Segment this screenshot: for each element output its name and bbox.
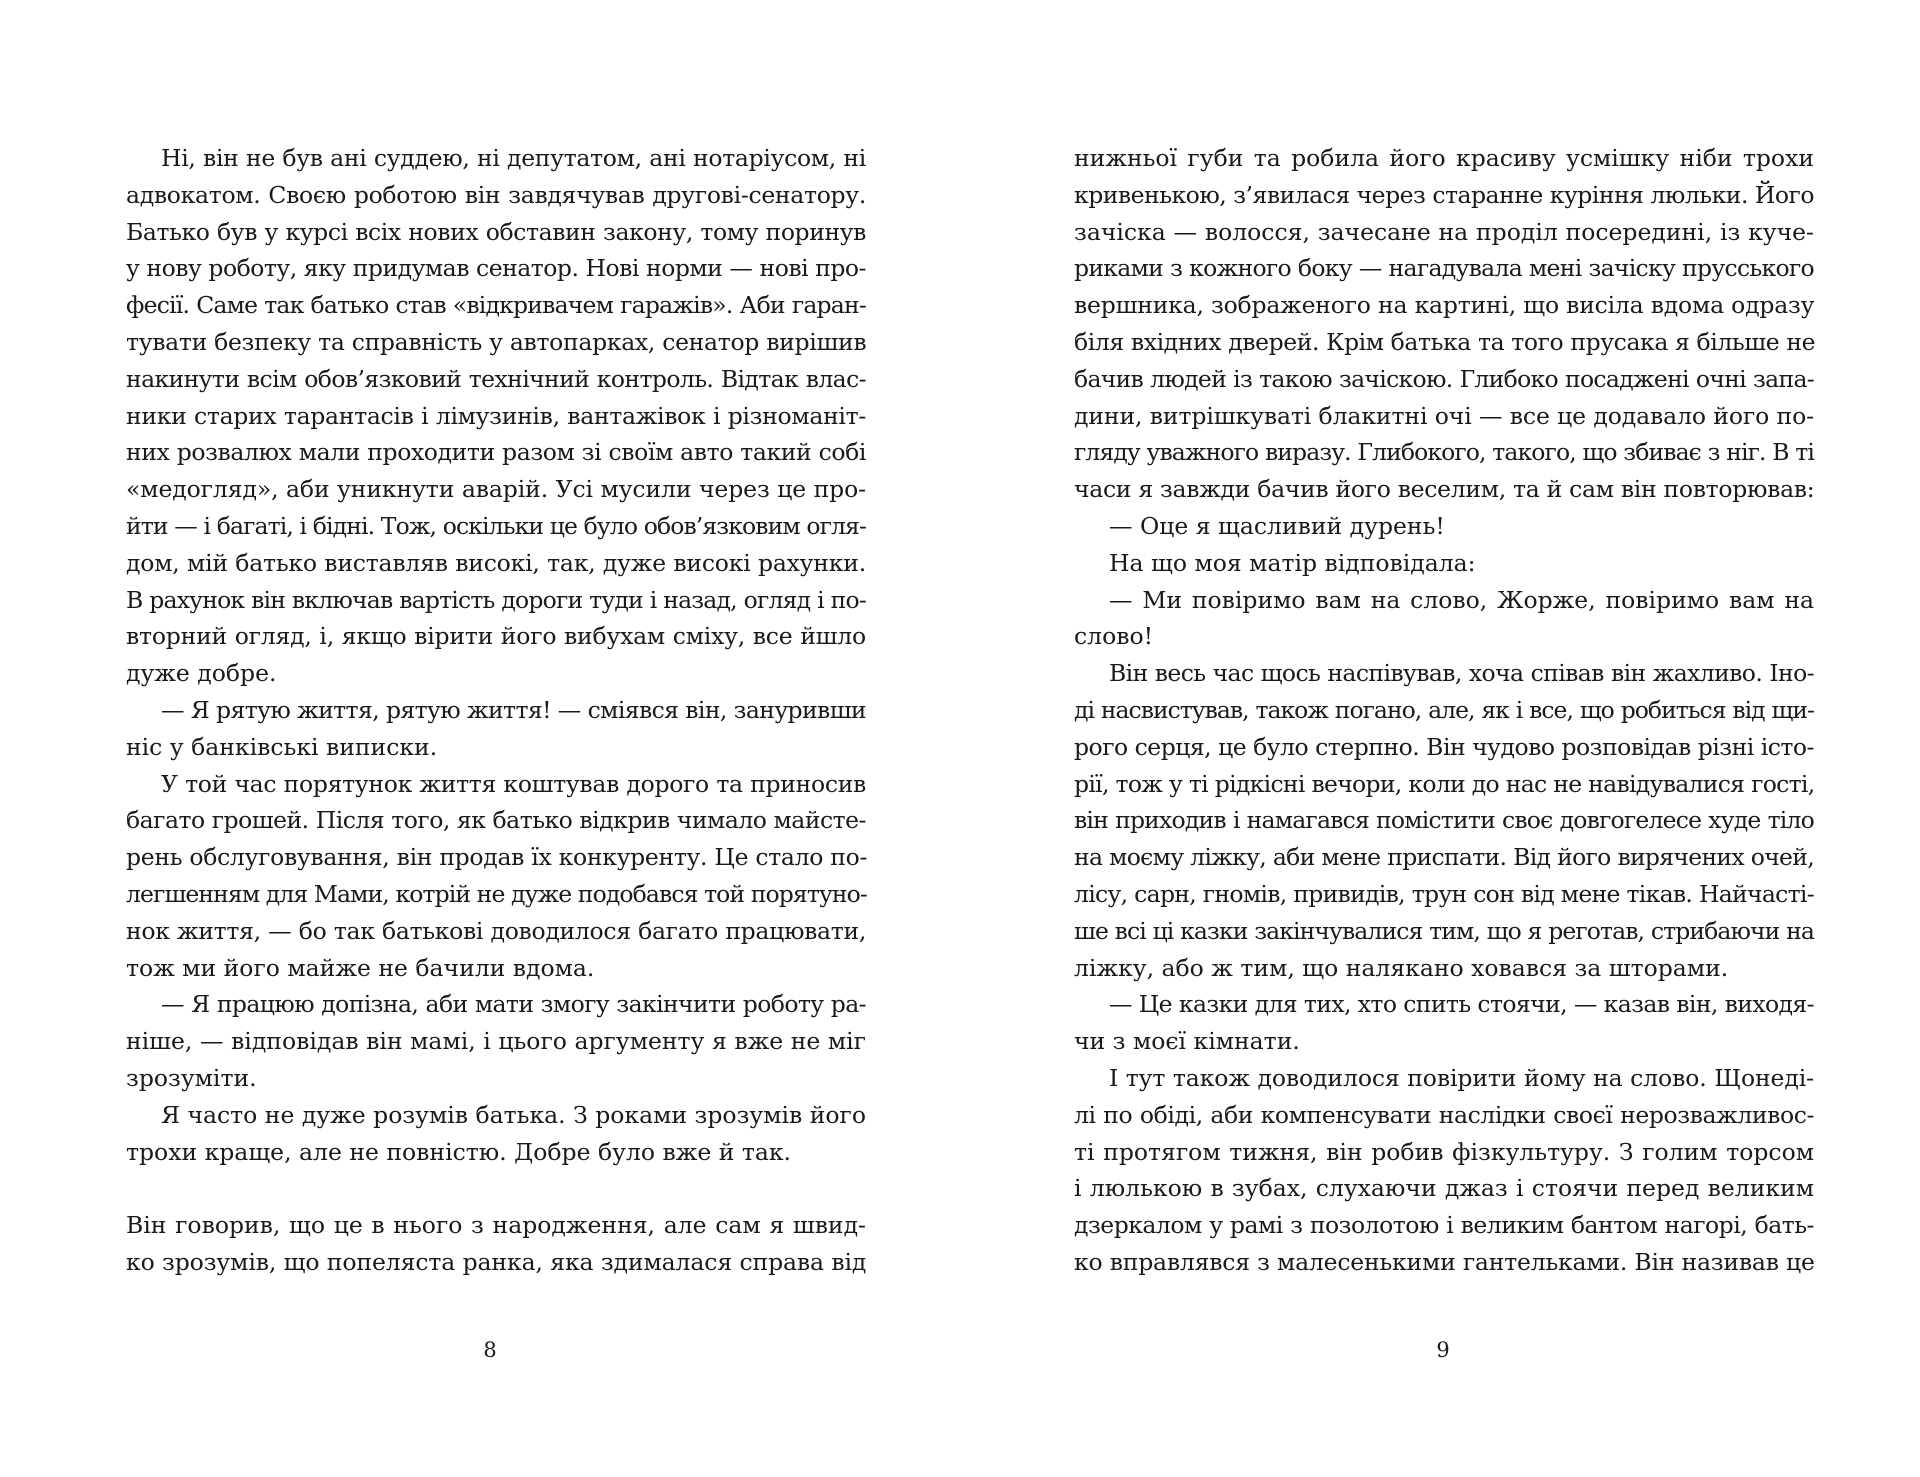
section-break (126, 1170, 866, 1207)
text-line: Він весь час щось наспівував, хоча співав він жахливо. Іно- (1109, 659, 1814, 688)
text-line: рого серця, це було стерпно. Він чудово розповідав різні істо- (1074, 732, 1814, 761)
text-line: рень обслуговування, він продав їх конкуренту. Це стало по- (126, 843, 868, 872)
text-line: В рахунок він включав вартість дороги туди і назад, огляд і по- (126, 585, 866, 614)
text-line: трохи краще, але не повністю. Добре було вже й так. (126, 1137, 792, 1166)
text-line: — Я працюю допізна, аби мати змогу закінчити роботу ра- (161, 990, 866, 1019)
text-line: адвокатом. Своєю роботою він завдячував другові-сенатору. (126, 180, 866, 209)
text-line: багато грошей. Після того, як батько відкрив чимало майсте- (126, 806, 866, 835)
text-line: накинути всім обов’язковий технічний контроль. Відтак влас- (126, 364, 866, 393)
text-line: тож ми його майже не бачили вдома. (126, 953, 595, 982)
text-line: У той час порятунок життя коштував дорого та приносив (161, 769, 866, 798)
page-number-left: 8 (483, 1338, 497, 1362)
text-line: — Я рятую життя, рятую життя! — сміявся він, зануривши (161, 695, 866, 724)
text-line: він приходив і намагався помістити своє довгогелесе худе тіло (1074, 806, 1814, 835)
text-line: Батько був у курсі всіх нових обставин закону, тому поринув (126, 217, 866, 246)
text-line: ники старих тарантасів і лімузинів, вантажівок і різноманіт- (126, 401, 866, 430)
text-line: дом, мій батько виставляв високі, так, дуже високі рахунки. (126, 548, 866, 577)
text-line: дзеркалом у рамі з позолотою і великим бантом нагорі, бать- (1074, 1211, 1814, 1240)
text-line: слово! (1074, 622, 1154, 651)
text-line: ко вправлявся з малесенькими гантельками. Він називав це (1074, 1247, 1815, 1276)
text-line: тувати безпеку та справність у автопарках, сенатор вирішив (126, 327, 867, 356)
text-line: кривенькою, з’явилася через старанне куріння люльки. Його (1074, 180, 1814, 209)
text-line: ко зрозумів, що попеляста ранка, яка здималася справа від (126, 1247, 867, 1276)
right-page-text (1074, 140, 1814, 1281)
text-line: — Це казки для тих, хто спить стоячи, — казав він, виходя- (1109, 990, 1814, 1019)
text-line: дини, витрішкуваті блакитні очі — все це додавало його по- (1074, 401, 1815, 430)
text-line: вершника, зображеного на картині, що висіла вдома одразу (1074, 291, 1815, 320)
text-line: на моєму ліжку, аби мене приспати. Від його вирячених очей, (1074, 843, 1814, 872)
text-line: нок життя, — бо так батькові доводилося багато працювати, (126, 916, 866, 945)
text-line: гляду уважного виразу. Глибокого, такого, що збиває з ніг. В ті (1074, 438, 1814, 467)
text-line: зрозуміти. (126, 1063, 257, 1092)
text-line: бачив людей із такою зачіскою. Глибоко посаджені очні запа- (1074, 364, 1814, 393)
left-page (126, 140, 866, 1281)
text-line: біля вхідних дверей. Крім батька та того прусака я більше не (1074, 327, 1816, 356)
text-line: ше всі ці казки закінчувалися тим, що я реготав, стрибаючи на (1074, 916, 1814, 945)
text-line: дуже добре. (126, 659, 277, 688)
text-line: лісу, сарн, гномів, привидів, трун сон від мене тікав. Найчасті- (1074, 879, 1814, 908)
text-line: них розвалюх мали проходити разом зі своїм авто такий собі (126, 438, 866, 467)
text-line: На що моя матір відповідала: (1109, 548, 1476, 577)
text-line: лі по обіді, аби компенсувати наслідки своєї нерозважливос- (1074, 1100, 1814, 1129)
text-line: — Ми повіримо вам на слово, Жорже, повіримо вам на (1109, 585, 1814, 614)
text-line: і люлькою в зубах, слухаючи джаз і стоячи перед великим (1074, 1174, 1814, 1203)
text-line: Ні, він не був ані суддею, ні депутатом, ані нотаріусом, ні (161, 144, 866, 172)
page-number-right: 9 (1436, 1338, 1450, 1362)
text-line: зачіска — волосся, зачесане на проділ посередині, із куче- (1074, 217, 1814, 246)
text-line: чи з моєї кімнати. (1074, 1027, 1300, 1056)
text-line: фесії. Саме так батько став «відкривачем гаражів». Аби гаран- (126, 291, 866, 320)
text-line: нижньої губи та робила його красиву усмішку ніби трохи (1074, 144, 1814, 172)
text-line: легшенням для Мами, котрій не дуже подобався той порятуно- (126, 879, 867, 908)
text-line: ді насвистував, також погано, але, як і все, що робиться від щи- (1074, 695, 1814, 724)
text-line: риками з кожного боку — нагадувала мені зачіску прусського (1074, 254, 1814, 283)
text-line: Я часто не дуже розумів батька. З роками зрозумів його (161, 1100, 866, 1129)
right-page (1074, 140, 1814, 1281)
text-line: ніс у банківські виписки. (126, 732, 438, 761)
text-line: рії, тож у ті рідкісні вечори, коли до нас не навідувалися гості, (1074, 769, 1815, 798)
text-line: ніше, — відповідав він мамі, і цього аргументу я вже не міг (126, 1027, 866, 1056)
text-line: часи я завжди бачив його веселим, та й сам він повторював: (1074, 475, 1815, 504)
text-line: вторний огляд, і, якщо вірити його вибухам сміху, все йшло (126, 622, 866, 651)
text-line: у нову роботу, яку придумав сенатор. Нові норми — нові про- (126, 254, 866, 283)
text-line: «медогляд», аби уникнути аварій. Усі мусили через це про- (126, 475, 866, 504)
text-line: І тут також доводилося повірити йому на слово. Щонеді- (1109, 1063, 1814, 1092)
left-page-text (126, 140, 866, 1281)
text-line: — Оце я щасливий дурень! (1109, 511, 1445, 540)
text-line: ті протягом тижня, він робив фізкультуру. З голим торсом (1074, 1137, 1814, 1166)
text-line: йти — і багаті, і бідні. Тож, оскільки це було обов’язковим огля- (126, 511, 866, 540)
text-line: ліжку, або ж тим, що налякано ховався за шторами. (1074, 953, 1729, 982)
text-line: Він говорив, що це в нього з народження, але сам я швид- (126, 1211, 866, 1240)
